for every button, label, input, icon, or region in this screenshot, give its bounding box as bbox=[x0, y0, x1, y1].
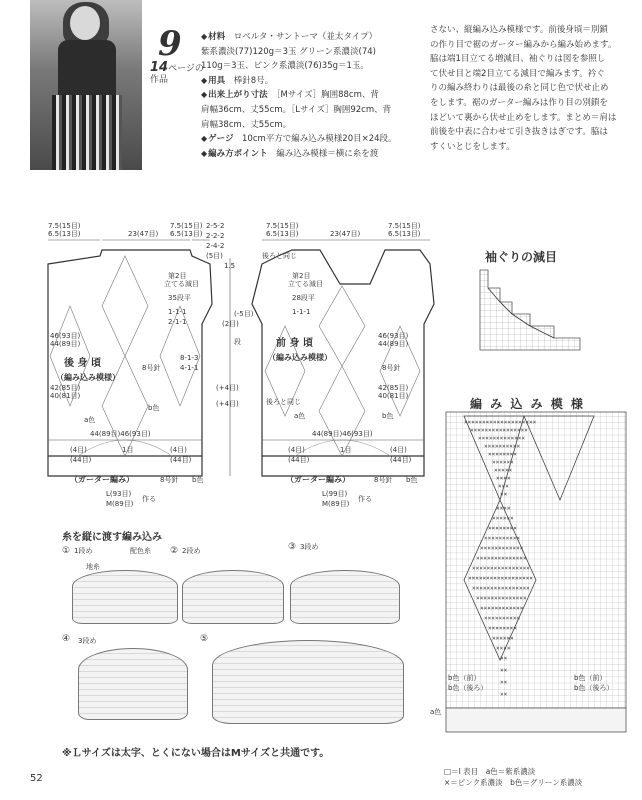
step2-number: ② bbox=[170, 546, 179, 556]
method-line: の作り目で裾のガーター編みから編み始めます。 bbox=[430, 39, 617, 50]
svg-text:××××××: ×××××× bbox=[492, 515, 514, 522]
front-hem-left: (4目) bbox=[288, 446, 305, 454]
svg-text:××××××××××××: ×××××××××××× bbox=[480, 605, 524, 612]
page-reference-label: 作品 bbox=[150, 75, 169, 85]
svg-text:××××: ×××× bbox=[496, 645, 511, 652]
chart-b-front-left: b色（前） bbox=[448, 674, 481, 682]
front-m-size: M(89目) bbox=[322, 500, 350, 508]
legend-b: b色＝グリーン系濃淡 bbox=[510, 778, 583, 787]
size-l2: 肩幅38cm、丈55cm。 bbox=[201, 119, 292, 130]
front-l-size: L(99目) bbox=[322, 490, 348, 498]
back-shoulder-left: 7.5(15目) bbox=[48, 222, 81, 230]
svg-text:××××××: ×××××× bbox=[492, 635, 514, 642]
chart-b-back-right: b色（後ろ） bbox=[574, 684, 614, 692]
neck-note: 第2目 bbox=[168, 272, 187, 280]
svg-text:××: ×× bbox=[500, 679, 508, 686]
back-garter-label: （ガーター編み） bbox=[70, 475, 134, 484]
chart-legend bbox=[444, 766, 582, 788]
row-count-28: 28段平 bbox=[292, 294, 315, 302]
svg-text:××××××××××××××××: ×××××××××××××××× bbox=[470, 427, 528, 434]
svg-text:××××××××××××××: ×××××××××××××× bbox=[476, 595, 527, 602]
step1-illustration bbox=[72, 570, 178, 624]
front-neck-width: 23(47目) bbox=[330, 230, 361, 238]
step5-number: ⑤ bbox=[200, 634, 209, 644]
garment-schematic bbox=[30, 214, 440, 519]
seq-4-1-1: 4-1-1 bbox=[180, 364, 199, 372]
method-text bbox=[430, 23, 634, 154]
svg-text:××: ×× bbox=[500, 655, 508, 662]
front-title: 前 身 頃 bbox=[276, 338, 313, 349]
front-hem-center: 1目 bbox=[340, 446, 352, 454]
colorwork-chart-title: 編 み 込 み 模 様 bbox=[470, 397, 585, 411]
page-reference-suffix: ページの bbox=[168, 64, 204, 74]
material-label: ◆ 材料 bbox=[201, 32, 225, 42]
svg-text:××××: ×××× bbox=[496, 475, 511, 482]
dimension-lines bbox=[48, 240, 430, 476]
tools-value: 棒針8号。 bbox=[233, 75, 274, 86]
svg-text:××××××××××××××××××: ×××××××××××××××××× bbox=[468, 575, 534, 582]
back-hem-left-l: (44目) bbox=[70, 456, 92, 464]
armhole-decrease-chart bbox=[478, 268, 582, 352]
step4-label: 3段め bbox=[78, 637, 97, 645]
svg-text:××××××××: ×××××××× bbox=[488, 451, 517, 458]
seq-8-1-3: 8-1-3 bbox=[180, 354, 199, 362]
front-needle: 8号針 bbox=[382, 364, 401, 372]
svg-text:×××××: ××××× bbox=[494, 467, 513, 474]
size-m2: 肩幅36cm、丈55cm。［Lサイズ］胸囲92cm、背 bbox=[201, 104, 392, 115]
back-hem-right-l: (44目) bbox=[170, 456, 192, 464]
model-photo bbox=[30, 0, 142, 170]
svg-text:××××××××××: ×××××××××× bbox=[484, 615, 521, 622]
front-neck-note: 第2目 bbox=[292, 272, 311, 280]
front-b-color: b色 bbox=[382, 412, 394, 420]
method-line: て伏せ目と端2目立てる減目で編みます。衿ぐ bbox=[430, 68, 605, 79]
model-head bbox=[70, 6, 100, 40]
back-hem-left: (4目) bbox=[70, 446, 87, 454]
method-line: りの編み終わりは最後の糸と同じ色で伏せ止め bbox=[430, 83, 609, 94]
back-side-top: 46(93目) bbox=[50, 332, 81, 340]
back-shoulder-right: 7.5(15目) bbox=[170, 222, 203, 230]
back-hem-center: 1目 bbox=[122, 446, 134, 454]
back-subtitle: （編み込み模様） bbox=[56, 373, 120, 382]
step3-illustration bbox=[290, 570, 400, 624]
front-same-as-back: 後ろと同じ bbox=[262, 252, 297, 260]
svg-text:××××××××××××××××: ×××××××××××××××× bbox=[472, 585, 530, 592]
seq-2-1-1: 2-1-1 bbox=[168, 318, 187, 326]
svg-text:××××××××××××××: ×××××××××××××× bbox=[476, 555, 527, 562]
front-shoulder-right-l: 6.5(13目) bbox=[388, 230, 421, 238]
tally-1: 1.5 bbox=[224, 262, 236, 270]
size-note: ※Ｌサイズは太字、とくにない場合はMサイズと共通です。 bbox=[62, 748, 330, 759]
svg-text:××××××××××: ×××××××××× bbox=[484, 535, 521, 542]
svg-text:××: ×× bbox=[500, 667, 508, 674]
size-m: ［Mサイズ］胸囲88cm、背 bbox=[276, 90, 379, 101]
front-hem-width: 44(89目)46(93目) bbox=[312, 430, 373, 438]
back-same-as-front: 後ろと同じ bbox=[266, 398, 301, 406]
size-label: ◆ 出来上がり寸法 bbox=[201, 90, 268, 100]
svg-text:××××××××: ×××××××× bbox=[488, 625, 517, 632]
tally-5: (+4目) bbox=[216, 400, 239, 408]
specifications bbox=[201, 30, 417, 161]
armhole-title: 袖ぐりの減目 bbox=[485, 250, 558, 264]
decrease-seq3: 2-4-2 bbox=[206, 242, 225, 250]
chart-b-back-left: b色（後ろ） bbox=[448, 684, 488, 692]
chart-b-front-right: b色（前） bbox=[574, 674, 607, 682]
svg-text:××: ×× bbox=[500, 691, 508, 698]
svg-text:×××××××××××××: ××××××××××××× bbox=[478, 435, 525, 442]
step1-label: 1段め bbox=[74, 547, 93, 555]
svg-text:××××××××××××××××××××: ×××××××××××××××××××× bbox=[464, 419, 537, 426]
back-make: 作る bbox=[142, 495, 156, 503]
svg-text:××××××××××××: ×××××××××××× bbox=[480, 545, 524, 552]
method-line: をします。裾のガーター編みは作り目の別鎖を bbox=[430, 97, 608, 108]
method-line: すくいとじをします。 bbox=[430, 141, 515, 152]
step4-number: ④ bbox=[62, 634, 71, 644]
material-line1: ロベルタ・サントーマ（並太タイプ） bbox=[233, 32, 378, 42]
front-make: 作る bbox=[358, 495, 372, 503]
svg-text:×××: ××× bbox=[498, 483, 509, 490]
front-neck-note2: 立てる減目 bbox=[288, 280, 323, 288]
front-seq-1-1-1: 1-1-1 bbox=[292, 308, 311, 316]
front-garter-needle: 8号針 bbox=[374, 476, 393, 484]
step1-number: ① bbox=[62, 546, 71, 556]
decrease-seq4: (5目) bbox=[206, 252, 223, 260]
front-side-mid-l: 40(81目) bbox=[378, 392, 409, 400]
step3-number: ③ bbox=[288, 542, 297, 552]
front-garter-label: （ガーター編み） bbox=[286, 475, 350, 484]
front-a-color: a色 bbox=[294, 412, 306, 420]
front-shoulder-left: 7.5(15目) bbox=[266, 222, 299, 230]
colorwork-chart bbox=[430, 410, 634, 760]
back-hem-width: 44(89目)46(93目) bbox=[90, 430, 151, 438]
legend-a: a色＝紫系濃淡 bbox=[485, 767, 536, 776]
method-line: 脇は端1目立てる増減目、袖ぐりは図を参照し bbox=[430, 54, 606, 65]
technique-title: 糸を縦に渡す編み込み bbox=[62, 532, 162, 543]
back-shoulder-right-l: 6.5(13目) bbox=[170, 230, 203, 238]
page-number: 52 bbox=[30, 773, 43, 784]
back-side-mid: 42(85目) bbox=[50, 384, 81, 392]
step3-label: 3段め bbox=[300, 543, 319, 551]
front-shoulder-right: 7.5(15目) bbox=[388, 222, 421, 230]
svg-text:××××××××××××××××: ×××××××××××××××× bbox=[472, 565, 530, 572]
front-shoulder-left-l: 6.5(13目) bbox=[266, 230, 299, 238]
page-reference-number: 14 bbox=[150, 60, 169, 75]
decrease-seq2: 2-2-2 bbox=[206, 232, 225, 240]
legend-knit: □＝Ⅰ 表目 bbox=[444, 767, 479, 776]
front-subtitle: （編み込み模様） bbox=[268, 353, 332, 362]
method-line: 前後を中表に合わせて引き抜きはぎです。脇は bbox=[430, 127, 608, 138]
back-shoulder-left-l: 6.5(13目) bbox=[48, 230, 81, 238]
model-vest bbox=[58, 40, 116, 102]
step2-illustration bbox=[182, 570, 284, 624]
svg-text:××: ×× bbox=[500, 491, 508, 498]
points-label: ◆ 編み方ポイント bbox=[201, 149, 268, 159]
front-side-top-l: 44(89目) bbox=[378, 340, 409, 348]
tools-label: ◆ 用具 bbox=[201, 76, 225, 86]
back-title: 後 身 頃 bbox=[64, 358, 101, 369]
rows-label: 段 bbox=[234, 338, 241, 346]
material-line3: 110g＝3玉、ピンク系濃淡(76)35g＝1玉。 bbox=[201, 61, 369, 72]
step1-base: 地糸 bbox=[86, 563, 100, 571]
front-hem-right-l: (44目) bbox=[390, 456, 412, 464]
front-side-mid: 42(85目) bbox=[378, 384, 409, 392]
back-a-color: a色 bbox=[84, 416, 96, 424]
front-hem-right: (4目) bbox=[390, 446, 407, 454]
step2-label: 2段め bbox=[182, 547, 201, 555]
decrease-seq1: 2-5-2 bbox=[206, 222, 225, 230]
back-l-size: L(93目) bbox=[106, 490, 132, 498]
svg-text:××××××: ×××××× bbox=[492, 459, 514, 466]
svg-text:××××××××××: ×××××××××× bbox=[484, 443, 521, 450]
material-line2: 紫系濃淡(77)120g＝3玉 グリーン系濃淡(74) bbox=[201, 46, 376, 57]
legend-pink: ×＝ピンク系濃淡 bbox=[444, 778, 503, 787]
front-garter-b: b色 bbox=[406, 476, 418, 484]
method-line: ほどいて裏から伏せ止めをします。まとめ＝肩は bbox=[430, 112, 617, 123]
back-garter-needle: 8号針 bbox=[160, 476, 179, 484]
back-neck-width: 23(47目) bbox=[128, 230, 159, 238]
back-m-size: M(89目) bbox=[106, 500, 134, 508]
front-side-top: 46(93目) bbox=[378, 332, 409, 340]
page-reference bbox=[150, 62, 204, 86]
front-hem-left-l: (44目) bbox=[288, 456, 310, 464]
gauge-label: ◆ ゲージ bbox=[201, 134, 234, 144]
tally-3: (-5目) bbox=[234, 310, 254, 318]
svg-text:××××××××: ×××××××× bbox=[488, 525, 517, 532]
step1-color: 配色糸 bbox=[130, 547, 151, 555]
back-side-top-l: 44(89目) bbox=[50, 340, 81, 348]
row-count-35: 35段平 bbox=[168, 294, 191, 302]
method-line: さない、縦編み込み模様です。前後身頃＝別鎖 bbox=[430, 25, 608, 35]
gauge-value: 10cm平方で編み込み模様20目×24段。 bbox=[242, 134, 397, 145]
neck-note2: 立てる減目 bbox=[164, 280, 199, 288]
points-value: 編み込み模様＝横に糸を渡 bbox=[276, 148, 379, 159]
svg-text:××××: ×××× bbox=[496, 505, 511, 512]
model-skirt bbox=[52, 95, 122, 170]
back-garter-b: b色 bbox=[192, 476, 204, 484]
tally-2: (2目) bbox=[222, 320, 239, 328]
pattern-number: 9 bbox=[158, 24, 182, 64]
seq-1-1-1: 1-1-1 bbox=[168, 308, 187, 316]
chart-a-color: a色 bbox=[430, 708, 442, 716]
back-hem-right: (4目) bbox=[170, 446, 187, 454]
back-side-mid-l: 40(81目) bbox=[50, 392, 81, 400]
step5-illustration bbox=[212, 640, 404, 724]
back-b-color: b色 bbox=[148, 404, 160, 412]
back-needle: 8号針 bbox=[142, 364, 161, 372]
step4-illustration bbox=[78, 648, 188, 720]
tally-4: (+4目) bbox=[216, 384, 239, 392]
